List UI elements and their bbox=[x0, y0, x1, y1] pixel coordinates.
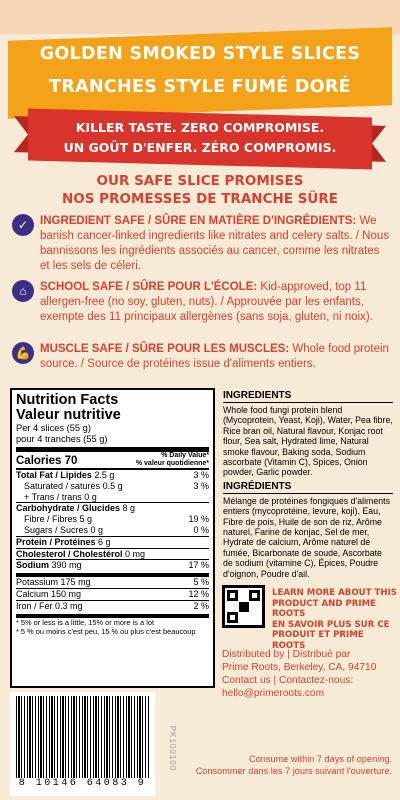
calories-row bbox=[16, 452, 209, 468]
tagline bbox=[28, 118, 372, 158]
nutrient-row: Total Fat / Lipides 2.5 g 3 % bbox=[16, 470, 209, 480]
title-en: GOLDEN SMOKED STYLE SLICES bbox=[39, 44, 361, 64]
shield-check-icon: ✓ bbox=[12, 214, 34, 236]
serving-fr: pour 4 tranches (55 g) bbox=[16, 434, 108, 444]
promises-heading bbox=[0, 172, 400, 208]
learn-more-text bbox=[272, 588, 397, 651]
contact-line: Contact us | Contactez-nous: bbox=[222, 675, 354, 686]
dv-en: % Daily Value* bbox=[161, 452, 209, 459]
promise-text: MUSCLE SAFE / SÛRE POUR LES MUSCLES: Whole food protein source. / Source de protéines issue d'aliments entiers. bbox=[40, 343, 389, 370]
product-title bbox=[8, 38, 392, 104]
consume-en: Consume within 7 days of opening. bbox=[248, 754, 392, 764]
barcode bbox=[10, 692, 155, 796]
promises-title-fr: NOS PROMESSES DE TRANCHE SÛRE bbox=[61, 191, 338, 207]
nutrient-row: Iron / Fer 0.3 mg 2 % bbox=[16, 600, 209, 611]
promise-text: SCHOOL SAFE / SÛRE POUR L'ÉCOLE: Kid-approved, top 11 allergen-free (no soy, gluten, nuts). / Approuvée par les enfants, exempte des 11 principaux allergènes (sans soja, gluten, ni noix). bbox=[40, 281, 373, 323]
nutrition-title-fr: Valeur nutritive bbox=[16, 407, 121, 423]
nutrition-title-en: Nutrition Facts bbox=[16, 392, 119, 408]
tagline-fr: UN GOÛT D'ENFER. ZÉRO COMPROMIS. bbox=[63, 140, 337, 155]
school-icon: ⌂ bbox=[12, 280, 34, 302]
qr-code[interactable] bbox=[222, 585, 265, 628]
ingredients-heading-fr: INGRÉDIENTS bbox=[223, 481, 393, 494]
pk-code: PK100100 bbox=[168, 725, 178, 772]
nutrient-row: Sodium 390 mg 17 % bbox=[16, 560, 209, 571]
nutrient-row: Protein / Protéines 6 g bbox=[16, 536, 111, 547]
nutrient-row: Saturated / saturés 0.5 g 3 % bbox=[24, 480, 209, 491]
footnote-en: * 5% or less is a little, 15% or more is a lot bbox=[16, 617, 155, 627]
learn-more-en: LEARN MORE ABOUT THIS PRODUCT AND PRIME ROOTS bbox=[272, 588, 397, 619]
nutrient-row: + Trans / trans 0 g bbox=[24, 491, 97, 502]
dv-fr: % valeur quotidienne* bbox=[135, 460, 209, 467]
promise-text: INGREDIENT SAFE / SÛRE EN MATIÈRE D'INGRÉDIENTS: We banish cancer-linked ingredients like nitrates and celery salts. / Nous bannissons les ingrédients associés au cancer, comme les nitrates et les sels de céleri. bbox=[40, 215, 390, 272]
title-fr: TRANCHES STYLE FUMÉ DORÉ bbox=[49, 77, 351, 97]
nutrition-facts-table bbox=[10, 388, 215, 688]
promises-title-en: OUR SAFE SLICE PROMISES bbox=[96, 173, 304, 189]
calories-label: Calories 70 bbox=[16, 455, 78, 467]
tagline-en: KILLER TASTE. ZERO COMPROMISE. bbox=[75, 120, 325, 135]
consume-notice bbox=[160, 754, 392, 777]
barcode-number: 8 10146 64083 9 bbox=[18, 778, 147, 789]
nutrient-row: Cholesterol / Cholestérol 0 mg bbox=[16, 548, 146, 559]
nutrient-row: Sugars / Sucres 0 g 0 % bbox=[24, 524, 209, 535]
learn-more-fr: EN SAVOIR PLUS SUR CE PRODUIT ET PRIME ROOTS bbox=[272, 619, 390, 651]
ingredients-panel bbox=[223, 390, 393, 579]
ingredients-text-fr: Mélange de protéines fongiques d'aliments entiers (mycoprotéine, levure, koji), Eau, Fibre de pois, Huile de son de riz, Arôme naturel, Farine de konjac, Sel de mer, Hydrate de calcium, Arôme naturel de fumée, Bicarbonate de soude, Ascorbate de sodium (vitamine C), Épices, Poudre d'oignon, Poudre d'ail. bbox=[223, 495, 390, 579]
muscle-icon: 💪 bbox=[12, 342, 34, 364]
ingredients-text-en: Whole food fungi protein blend (Mycoprotein, Yeast, Koji), Water, Pea fibre, Rice bran oil, Natural flavour, Konjac root flour, Sea salt, Hydrated lime, Natural smoke flavour, Baking soda, Sodium ascorbate (Vitamin C), Spices, Onion powder, Garlic powder. bbox=[223, 405, 393, 478]
nutrient-row: Potassium 175 mg 5 % bbox=[16, 577, 209, 588]
consume-fr: Consommer dans les 7 jours suivant l'ouverture. bbox=[195, 765, 392, 776]
footnote-fr: * 5 % ou moins c'est peu, 15 % ou plus c'est beaucoup bbox=[16, 626, 196, 636]
serving-en: Per 4 slices (55 g) bbox=[16, 423, 91, 433]
distributor-address: Prime Roots, Berkeley, CA, 94710 bbox=[222, 662, 377, 673]
nutrient-row: Calcium 150 mg 12 % bbox=[16, 588, 209, 599]
ingredients-heading-en: INGREDIENTS bbox=[223, 390, 393, 403]
distributor-line: Distributed by | Distribué par bbox=[222, 649, 351, 660]
nutrient-row: Carbohydrate / Glucides 8 g bbox=[16, 503, 136, 514]
distributor-info bbox=[222, 648, 397, 700]
barcode-bars bbox=[16, 696, 150, 778]
nutrient-row: Fibre / Fibres 5 g 19 % bbox=[24, 514, 209, 525]
contact-email[interactable]: hello@primeroots.com bbox=[222, 688, 325, 699]
